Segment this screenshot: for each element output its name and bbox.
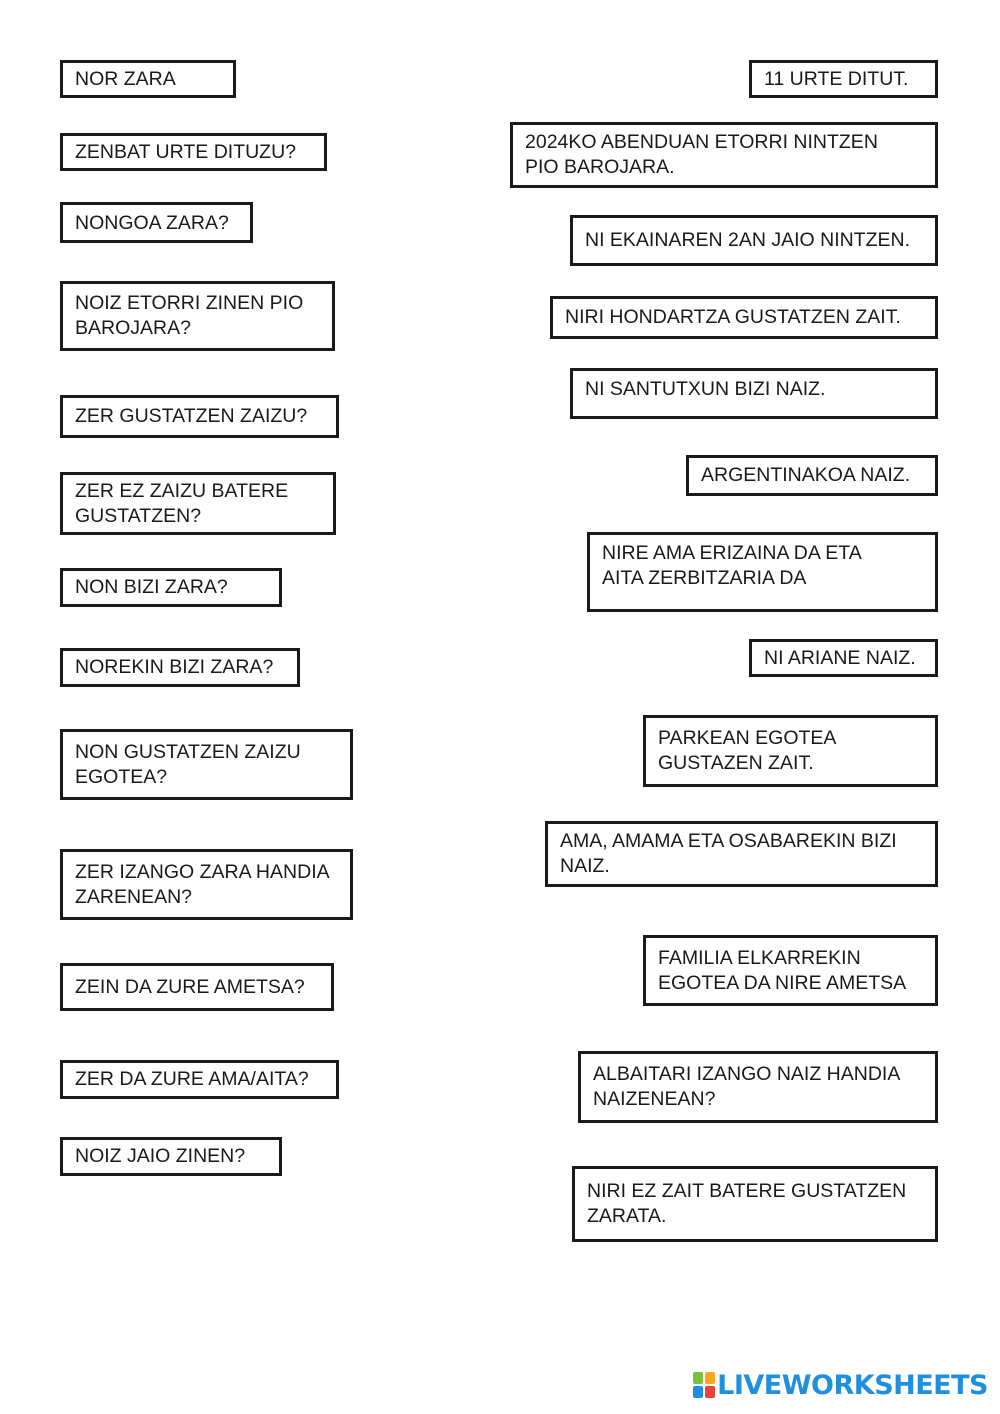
question-box [60,648,300,687]
answer-box[interactable] [749,60,938,98]
question-box [60,395,339,438]
answer-box[interactable] [570,368,938,419]
question-text: ZER DA ZURE AMA/AITA? [75,1068,309,1090]
answer-box[interactable] [749,639,938,677]
question-text: NON BIZI ZARA? [75,576,228,598]
answer-text: PARKEAN EGOTEA GUSTAZEN ZAIT. [658,727,837,774]
answer-box[interactable] [686,455,938,496]
answer-text: 2024KO ABENDUAN ETORRI NINTZEN PIO BAROJARA. [525,131,878,178]
question-box [60,1060,339,1099]
answer-text: NI SANTUTXUN BIZI NAIZ. [585,378,826,400]
question-text: ZER GUSTATZEN ZAIZU? [75,405,308,427]
question-text: ZER EZ ZAIZU BATERE GUSTATZEN? [75,479,289,527]
question-box [60,729,353,800]
question-box [60,849,353,920]
question-text: ZEIN DA ZURE AMETSA? [75,975,305,998]
answer-box[interactable] [643,715,938,787]
answer-box[interactable] [510,122,938,188]
question-text: NOREKIN BIZI ZARA? [75,656,274,678]
logo-square-orange [705,1372,715,1384]
answer-text: NI EKAINAREN 2AN JAIO NINTZEN. [585,229,911,251]
answer-box[interactable] [587,532,938,612]
question-text: NON GUSTATZEN ZAIZU EGOTEA? [75,740,301,788]
logo-square-red [705,1386,715,1398]
question-text: NOR ZARA [75,67,176,90]
question-box [60,963,334,1011]
answer-box[interactable] [572,1166,938,1242]
answer-box[interactable] [643,935,938,1006]
answer-box[interactable] [570,215,938,266]
logo-mark-icon [693,1372,715,1398]
answer-text: FAMILIA ELKARREKIN EGOTEA DA NIRE AMETSA [658,946,907,994]
question-box [60,60,236,98]
answer-text: NIRI HONDARTZA GUSTATZEN ZAIT. [565,306,901,328]
answer-box[interactable] [545,821,938,887]
question-text: NOIZ JAIO ZINEN? [75,1145,246,1167]
question-text: NOIZ ETORRI ZINEN PIO BAROJARA? [75,292,304,339]
question-box [60,472,336,535]
question-box [60,133,327,171]
logo-square-green [693,1372,703,1384]
question-box [60,568,282,607]
answer-text: 11 URTE DITUT. [764,67,909,90]
answer-text: ARGENTINAKOA NAIZ. [701,464,911,486]
liveworksheets-logo [693,1370,988,1400]
answer-box[interactable] [578,1051,938,1123]
answer-text: ALBAITARI IZANGO NAIZ HANDIA NAIZENEAN? [593,1063,901,1110]
question-box [60,202,253,243]
question-box [60,281,335,351]
answer-box[interactable] [550,296,938,339]
logo-text: LIVEWORKSHEETS [717,1369,988,1401]
question-box [60,1137,282,1176]
answer-text: NIRE AMA ERIZAINA DA ETA AITA ZERBITZARIA DA [602,542,862,589]
answer-text: NI ARIANE NAIZ. [764,646,916,669]
logo-square-blue [693,1386,703,1398]
question-text: NONGOA ZARA? [75,212,229,234]
answer-text: AMA, AMAMA ETA OSABAREKIN BIZI NAIZ. [560,830,897,877]
question-text: ZER IZANGO ZARA HANDIA ZARENEAN? [75,860,330,908]
answer-text: NIRI EZ ZAIT BATERE GUSTATZEN ZARATA. [587,1180,907,1227]
question-text: ZENBAT URTE DITUZU? [75,140,297,163]
